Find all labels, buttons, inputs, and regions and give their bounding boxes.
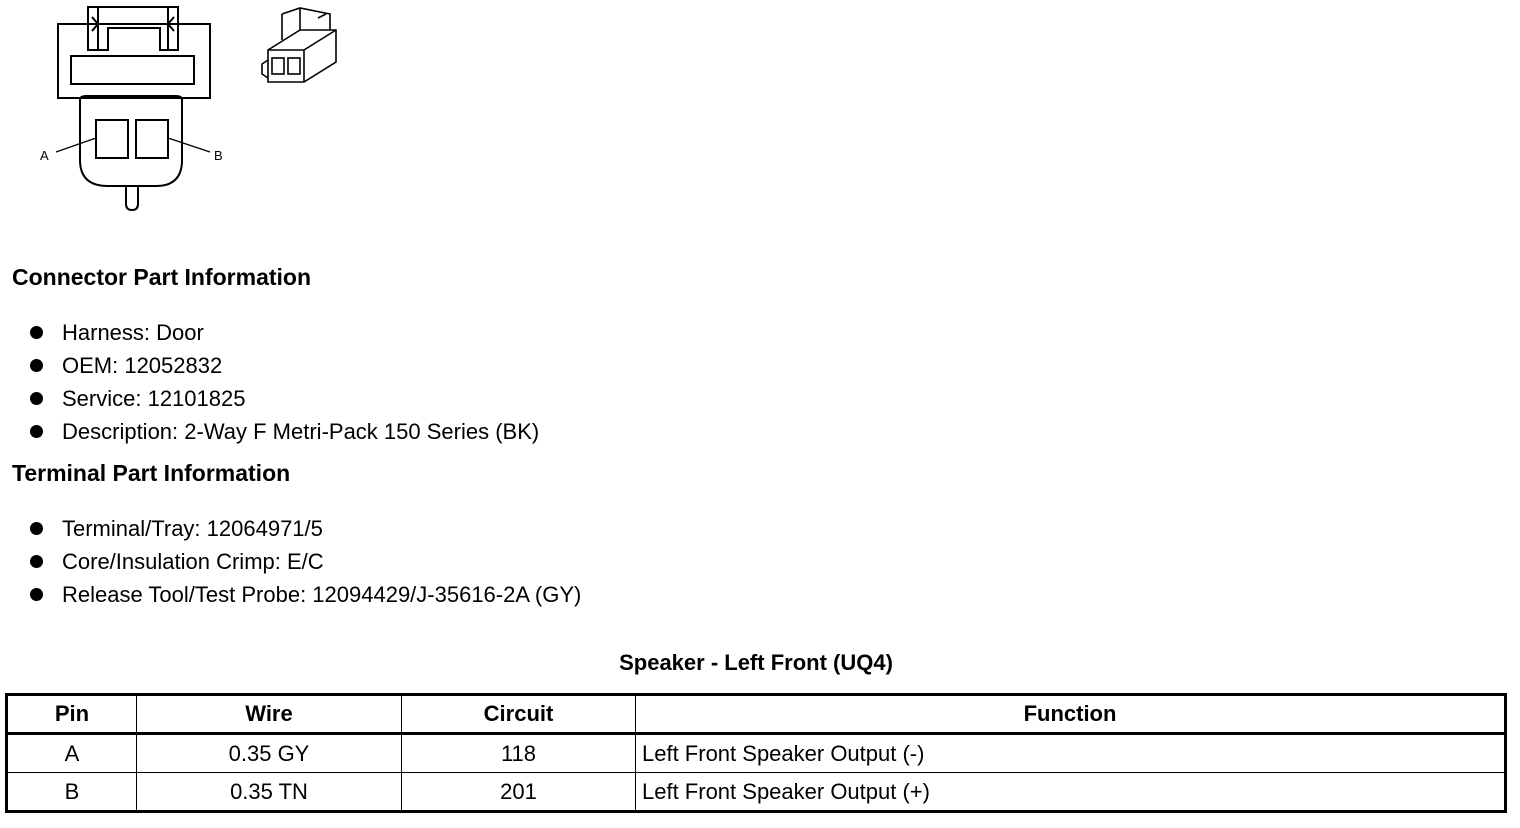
bullet-icon <box>30 392 43 405</box>
pin-label-b: B <box>214 148 223 163</box>
cell-pin: B <box>7 773 137 812</box>
cell-circuit: 118 <box>402 734 636 773</box>
list-item <box>30 545 581 578</box>
connector-part-info-heading: Connector Part Information <box>12 264 312 290</box>
table-row <box>7 773 1506 812</box>
list-item <box>30 415 539 448</box>
connector-diagram <box>0 0 360 220</box>
bullet-icon <box>30 555 43 568</box>
connector-info-list <box>30 316 539 448</box>
table-title: Speaker - Left Front (UQ4) <box>619 650 893 675</box>
list-item <box>30 382 539 415</box>
bullet-icon <box>30 425 43 438</box>
connector-info-harness: Harness: Door <box>62 319 204 345</box>
list-item <box>30 578 581 611</box>
connector-info-service: Service: 12101825 <box>62 385 246 411</box>
pin-label-a: A <box>40 148 49 163</box>
bullet-icon <box>30 522 43 535</box>
connector-isometric-icon <box>262 8 336 82</box>
bullet-icon <box>30 588 43 601</box>
connector-info-description: Description: 2-Way F Metri-Pack 150 Series (BK) <box>62 418 540 444</box>
list-item <box>30 349 539 382</box>
cell-wire: 0.35 GY <box>137 734 402 773</box>
table-header-row <box>7 695 1506 734</box>
terminal-info-release-tool: Release Tool/Test Probe: 12094429/J-35616-2A (GY) <box>62 581 582 607</box>
cell-function: Left Front Speaker Output (+) <box>636 773 1506 812</box>
list-item <box>30 512 581 545</box>
bullet-icon <box>30 326 43 339</box>
terminal-info-list <box>30 512 581 611</box>
column-header-circuit: Circuit <box>402 695 636 734</box>
cell-wire: 0.35 TN <box>137 773 402 812</box>
connector-info-oem: OEM: 12052832 <box>62 352 223 378</box>
list-item <box>30 316 539 349</box>
terminal-part-info-heading: Terminal Part Information <box>12 460 291 486</box>
terminal-info-crimp: Core/Insulation Crimp: E/C <box>62 548 324 574</box>
column-header-pin: Pin <box>7 695 137 734</box>
cell-function: Left Front Speaker Output (-) <box>636 734 1506 773</box>
bullet-icon <box>30 359 43 372</box>
cell-circuit: 201 <box>402 773 636 812</box>
terminal-info-terminal-tray: Terminal/Tray: 12064971/5 <box>62 515 323 541</box>
table-row <box>7 734 1506 773</box>
pin-table <box>5 693 1507 813</box>
column-header-wire: Wire <box>137 695 402 734</box>
cell-pin: A <box>7 734 137 773</box>
column-header-function: Function <box>636 695 1506 734</box>
